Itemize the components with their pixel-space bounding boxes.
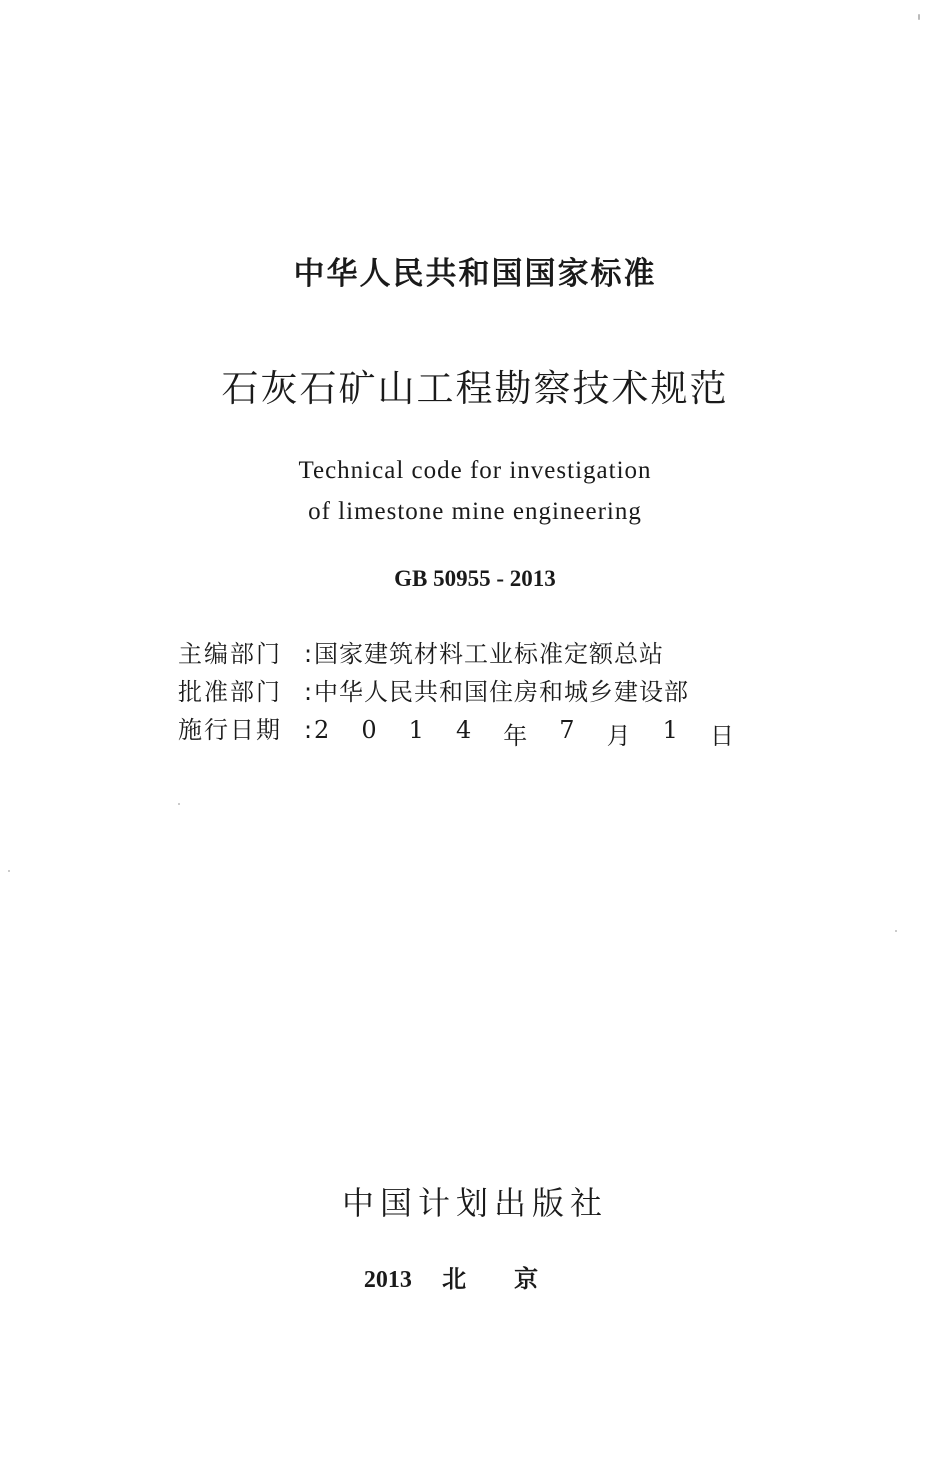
approver-separator: :	[304, 678, 313, 706]
scan-speck	[918, 14, 920, 20]
approver-label: 批准部门	[178, 678, 282, 706]
publisher: 中国计划出版社	[341, 1184, 608, 1222]
scan-speck	[178, 803, 180, 805]
scan-speck	[8, 870, 10, 872]
english-title-line-1: Technical code for investigation	[298, 457, 652, 484]
date-char: 7	[559, 716, 575, 744]
publication-info	[178, 634, 738, 748]
approver-row	[178, 672, 738, 710]
editor-value: 国家建筑材料工业标准定额总站	[314, 640, 664, 668]
approver-value: 中华人民共和国住房和城乡建设部	[314, 678, 689, 706]
editor-row	[178, 634, 738, 672]
date-separator: :	[304, 716, 313, 744]
date-row	[178, 710, 738, 748]
imprint	[0, 1259, 950, 1294]
imprint-city: 北京	[442, 1265, 587, 1293]
date-char: 1	[662, 716, 678, 744]
editor-label: 主编部门	[178, 640, 282, 668]
effective-date	[314, 716, 734, 751]
standard-code: GB 50955 - 2013	[394, 566, 556, 591]
date-char: 年	[503, 722, 528, 750]
editor-separator: :	[304, 640, 313, 668]
date-char: 4	[455, 716, 472, 744]
scan-speck	[895, 930, 897, 932]
english-title	[0, 450, 950, 532]
date-label: 施行日期	[178, 716, 282, 744]
chinese-title: 石灰石矿山工程勘察技术规范	[221, 367, 729, 410]
date-char: 月	[606, 722, 631, 750]
date-char: 日	[709, 722, 734, 750]
date-char: 1	[408, 716, 424, 744]
date-char: 2	[314, 716, 330, 744]
english-title-line-2: of limestone mine engineering	[308, 498, 642, 525]
series-title: 中华人民共和国国家标准	[293, 256, 657, 292]
imprint-year: 2013	[363, 1267, 412, 1293]
date-char: 0	[361, 716, 377, 744]
